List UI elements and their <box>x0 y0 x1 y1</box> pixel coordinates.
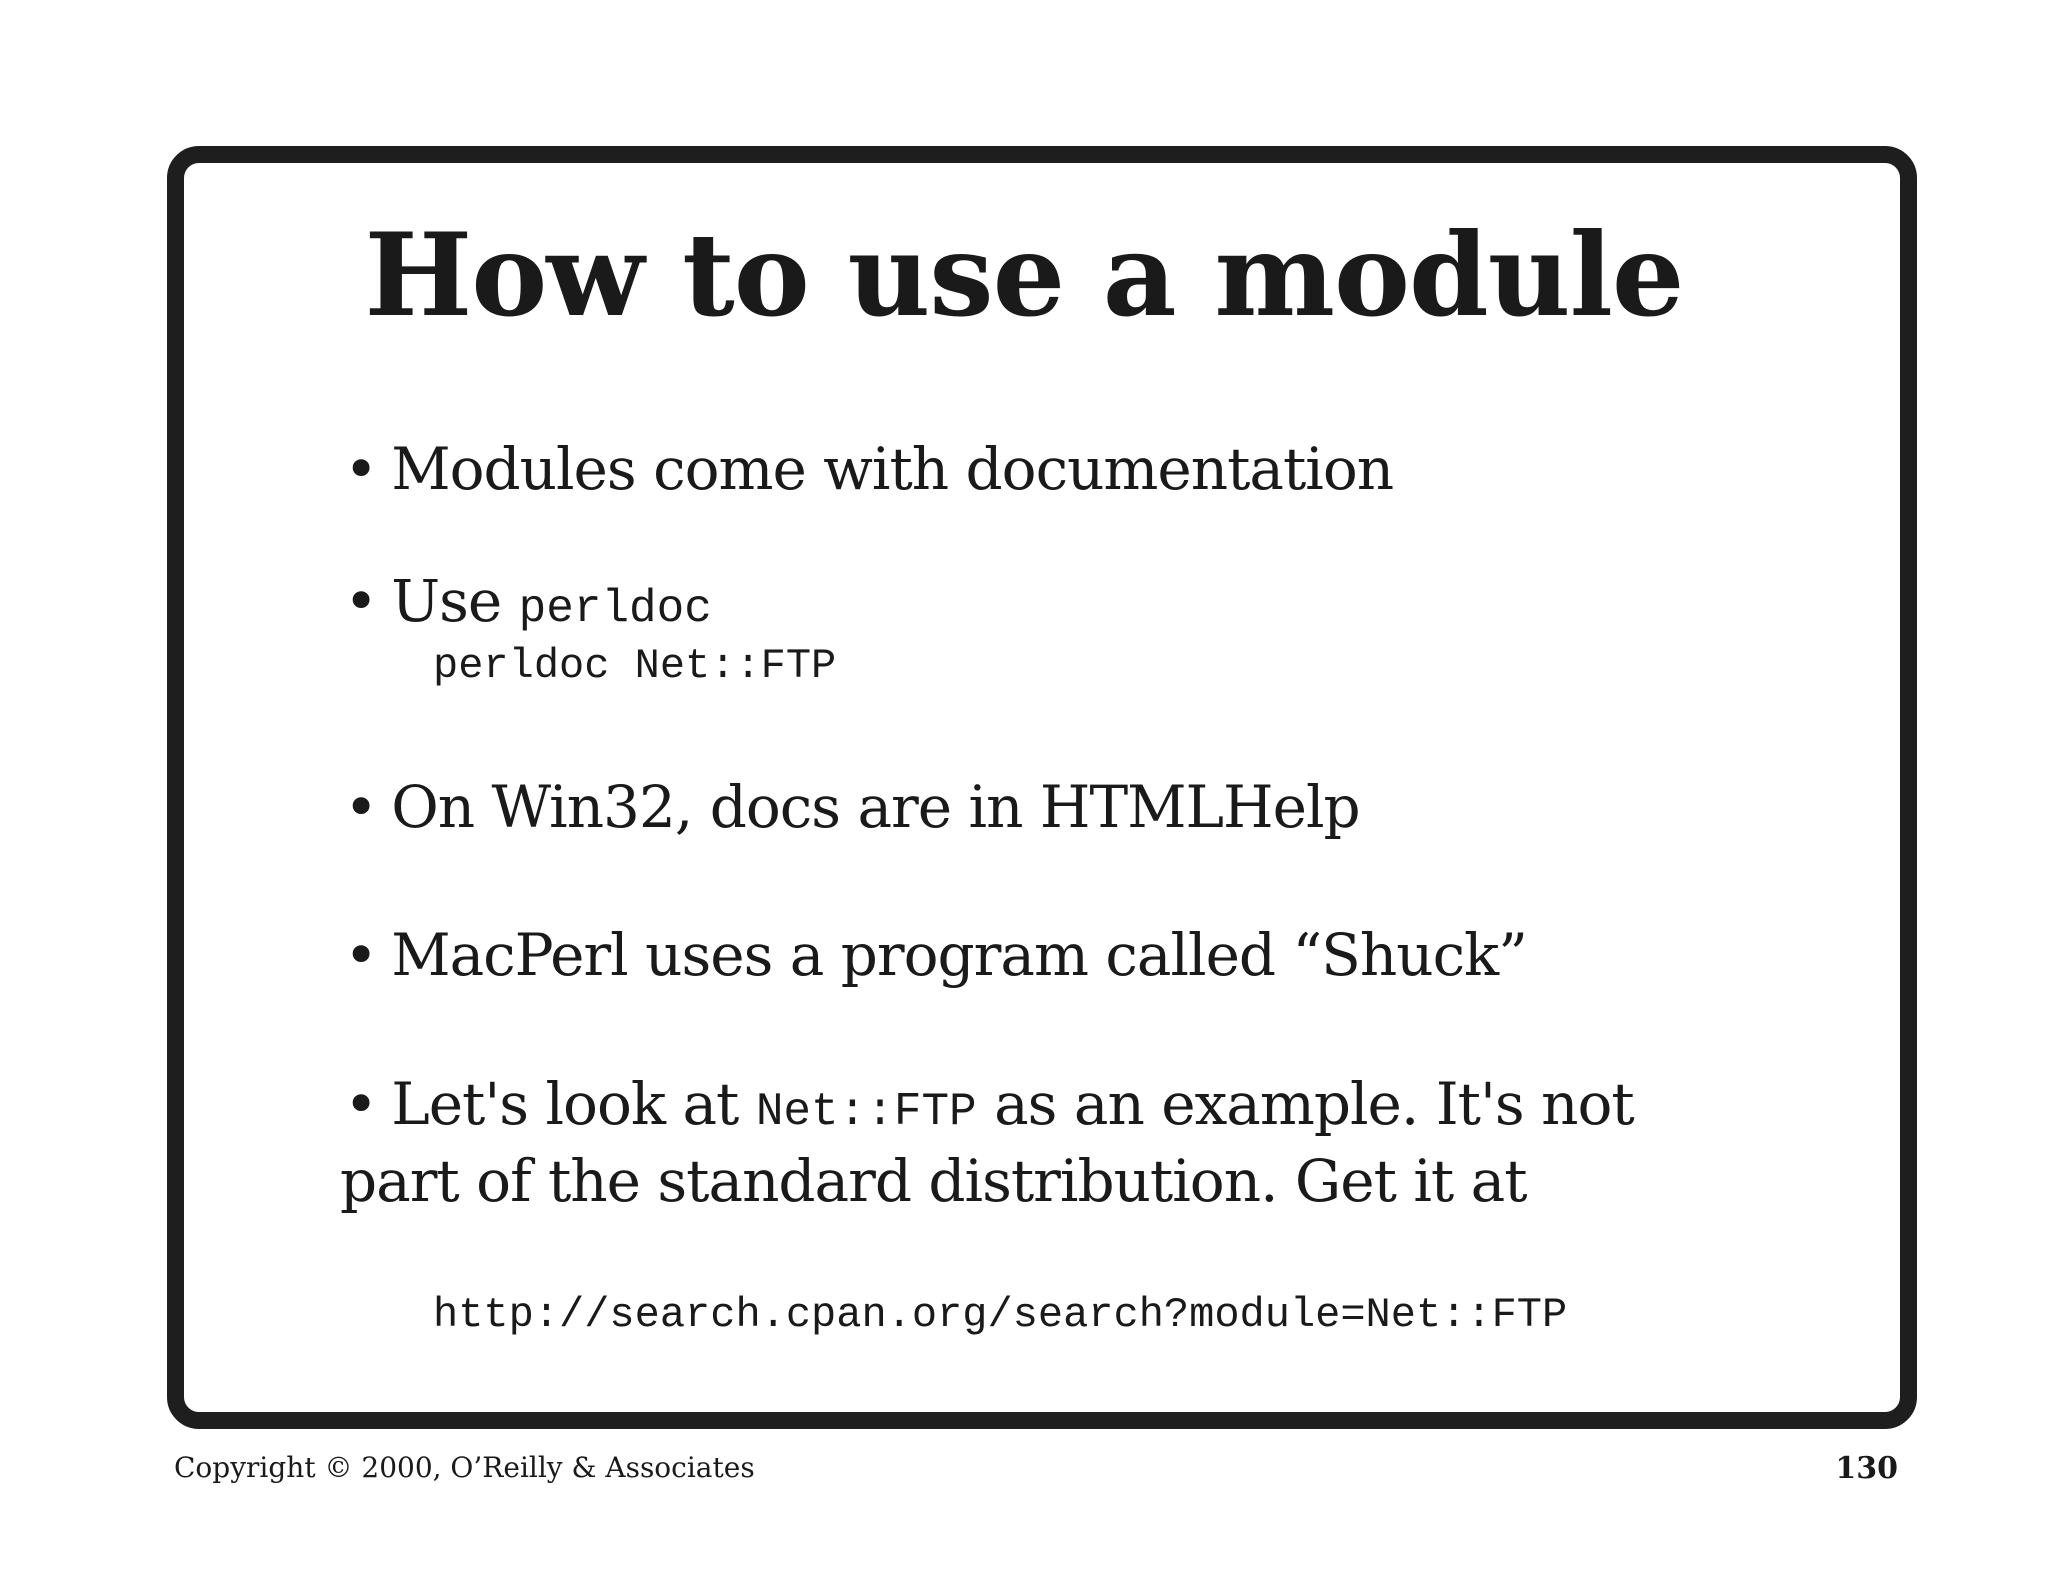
bullet-item <box>344 1070 1634 1138</box>
footer-copyright: Copyright © 2000, O’Reilly & Associates <box>174 1451 755 1484</box>
bullet-dot: • <box>344 773 378 841</box>
bullet-text: Let's look at <box>391 1070 756 1138</box>
bullet-text: MacPerl uses a program called “Shuck” <box>391 921 1527 989</box>
bullet-item <box>344 921 1527 989</box>
inline-code: Net::FTP <box>755 1086 977 1138</box>
page-number: 130 <box>1835 1451 1898 1486</box>
bullet-text: On Win32, docs are in HTMLHelp <box>391 773 1360 841</box>
bullet-item <box>344 773 1360 841</box>
bullet-item <box>344 435 1394 503</box>
slide-title: How to use a module <box>364 208 1684 342</box>
bullet-text: Modules come with documentation <box>391 435 1394 503</box>
inline-code: perldoc <box>518 583 712 635</box>
bullet-dot: • <box>344 435 378 503</box>
bullet-text: as an example. It's not <box>976 1070 1634 1138</box>
bullet-dot: • <box>344 921 378 989</box>
bullet-text: Use <box>391 567 519 635</box>
bullet-dot: • <box>344 567 378 635</box>
cpan-url: http://search.cpan.org/search?module=Net::FTP <box>433 1291 1568 1339</box>
bullet-dot: • <box>344 1070 378 1138</box>
bullet-item <box>344 567 712 635</box>
bullet-continuation: part of the standard distribution. Get it at <box>340 1147 1527 1215</box>
code-example: perldoc Net::FTP <box>433 642 837 690</box>
